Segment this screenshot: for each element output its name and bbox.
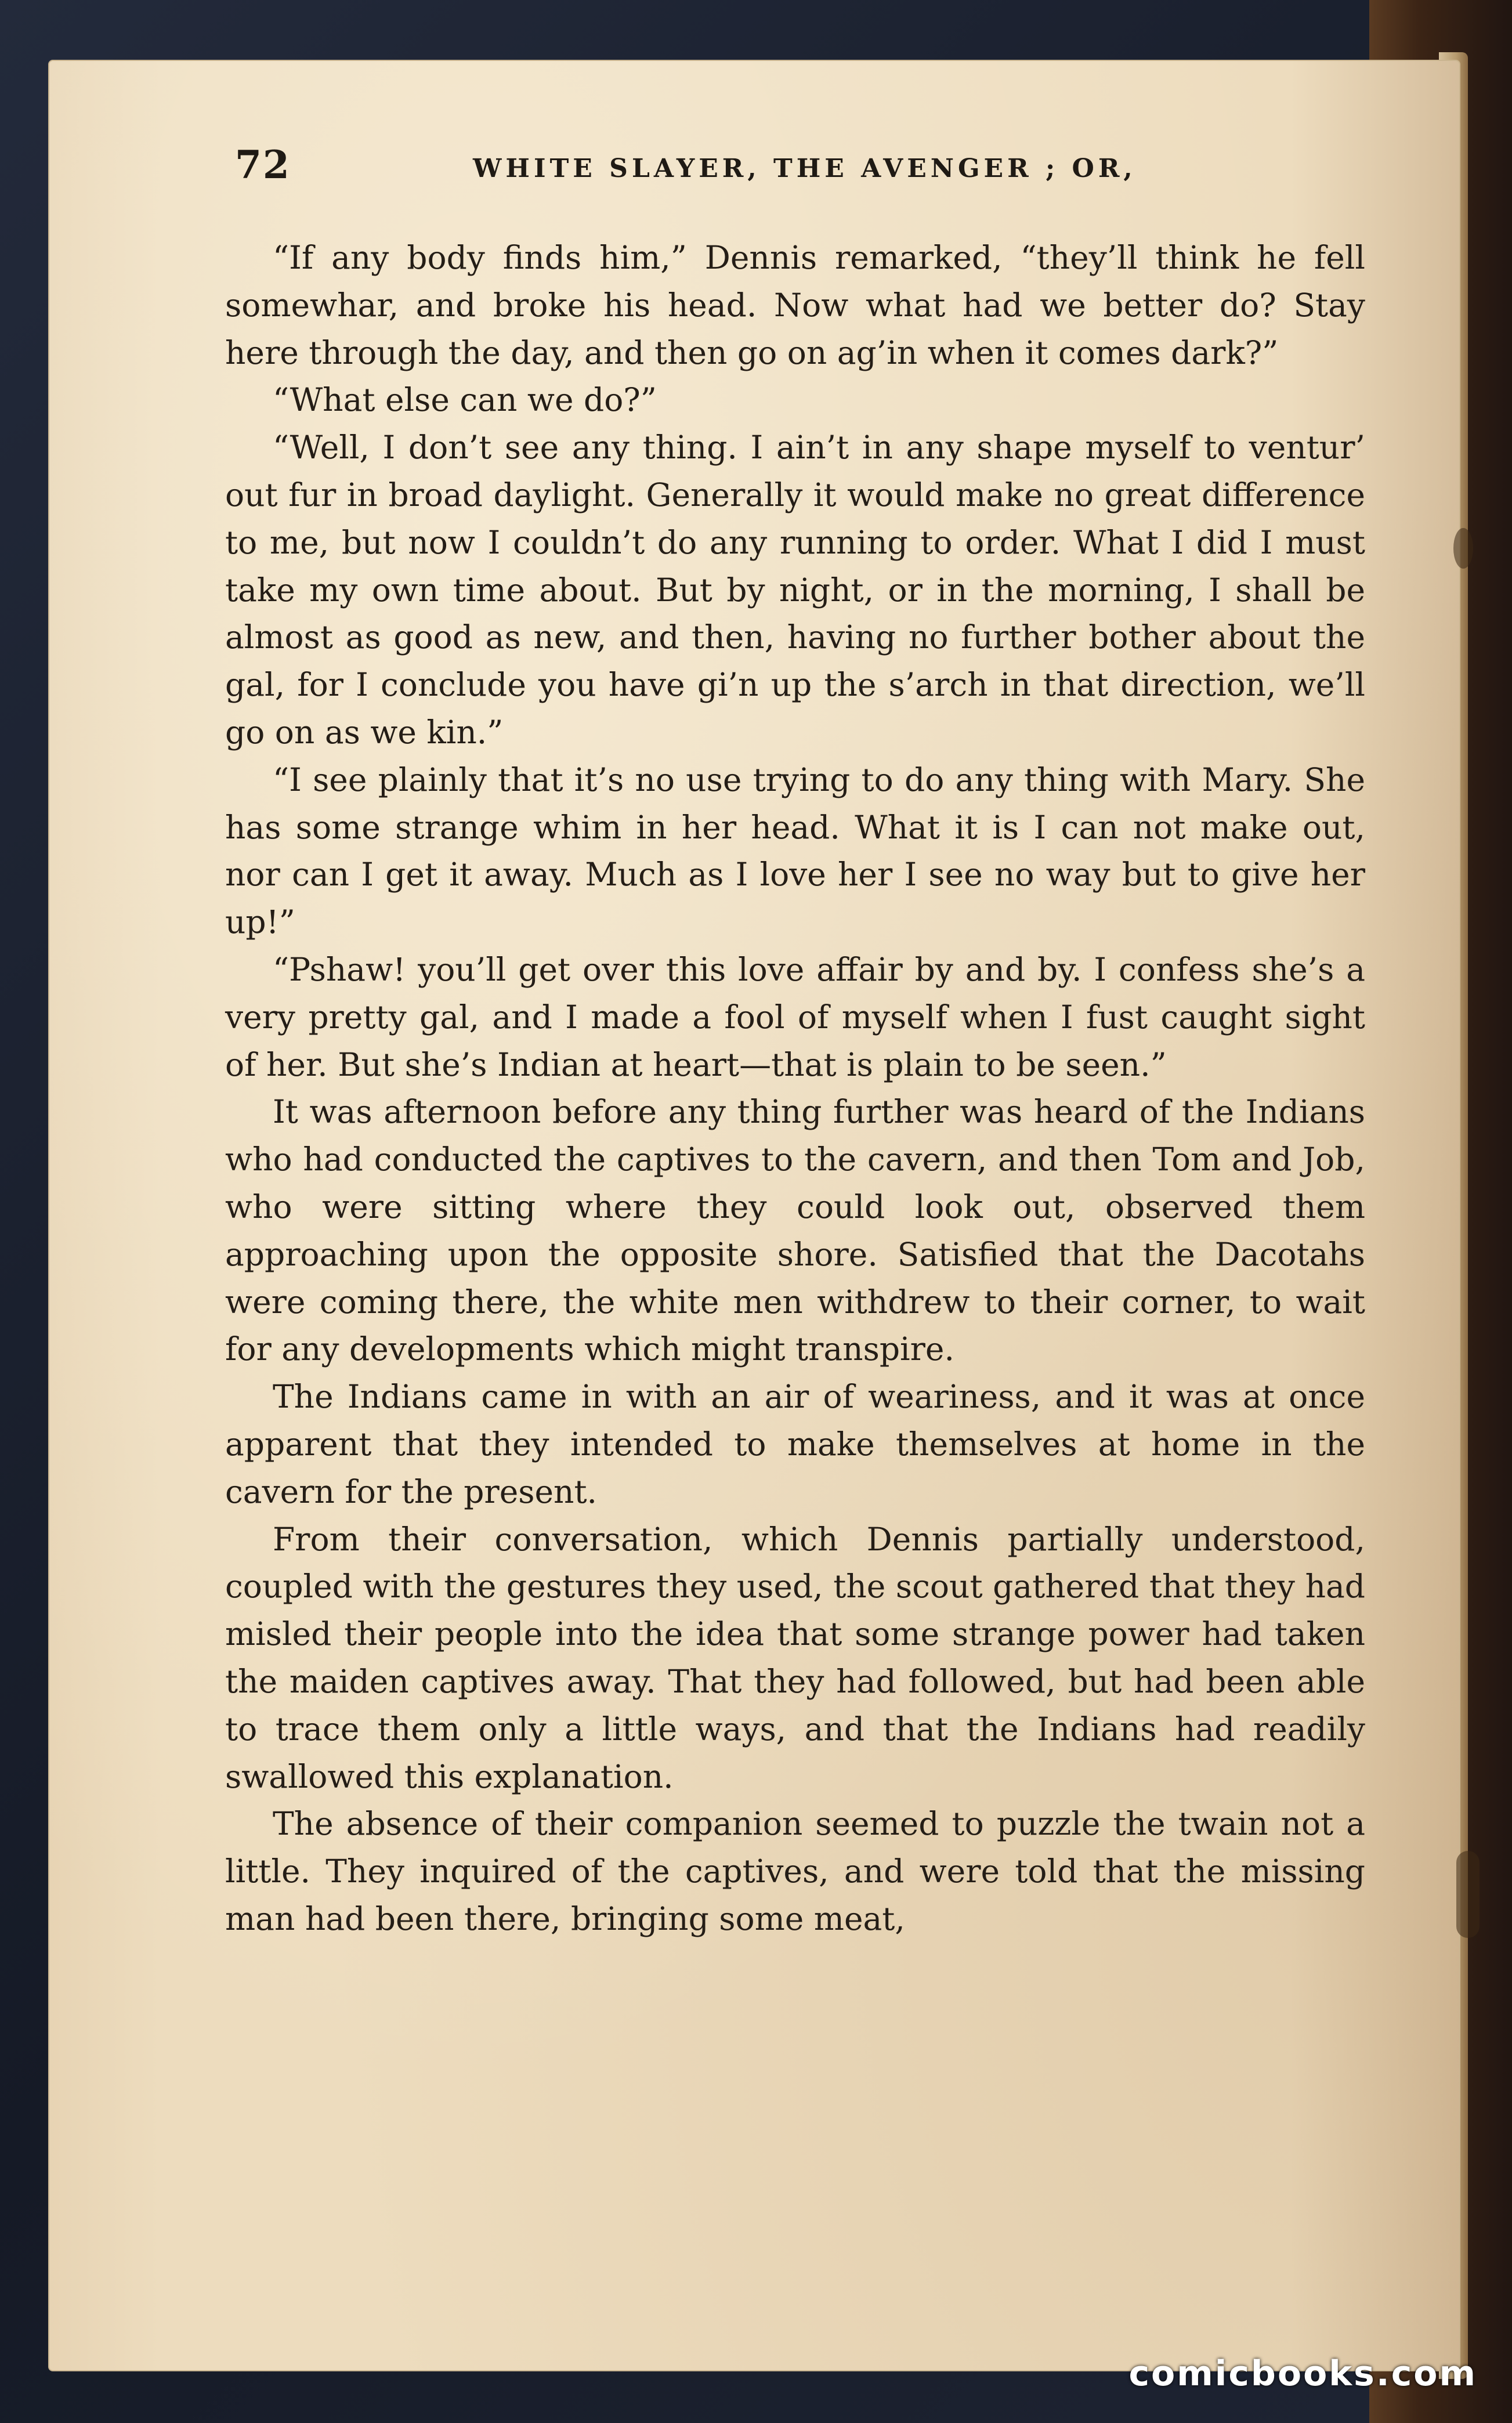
paragraph: “Pshaw! you’ll get over this love affair by and by. I confess she’s a very pretty gal, and I made a fool of myself when I fust caught sight of her. But she’s Indian at heart—that is plain to be seen.” <box>225 950 1365 1083</box>
paragraph: From their conversation, which Dennis partially understood, coupled with the gestures they used, the scout gathered that they had misled their people into the idea that some strange power had taken the maiden captives away. That they had followed, but had been able to trace them only a little ways, and that the Indians had readily swallowed this explanation. <box>225 1520 1365 1795</box>
body-text <box>225 234 1365 1943</box>
paragraph: “I see plainly that it’s no use trying to do any thing with Mary. She has some strange whim in her head. What it is I can not make out, nor can I get it away. Much as I love her I see no way but to give her up!” <box>225 761 1365 941</box>
paragraph: The Indians came in with an air of weariness, and it was at once apparent that they intended to make themselves at home in the cavern for the present. <box>225 1378 1365 1510</box>
binding-hole <box>1456 1851 1480 1938</box>
paragraph: It was afternoon before any thing further was heard of the Indians who had conducted the captives to the cavern, and then Tom and Job, who were sitting where they could look out, observed them approaching upon the opposite shore. Satisfied that the Dacotahs were coming there, the white men withdrew to their corner, to wait for any developments which might transpire. <box>225 1093 1365 1368</box>
paragraph: “If any body finds him,” Dennis remarked, “they’ll think he fell somewhar, and broke his head. Now what had we better do? Stay here through the day, and then go on ag’in when it comes dark?” <box>225 239 1365 371</box>
page-header <box>235 142 1337 200</box>
binding-hole <box>1453 528 1473 569</box>
paragraph: The absence of their companion seemed to puzzle the twain not a little. They inquired of the captives, and were told that the missing man had been there, bringing some meat, <box>225 1805 1365 1937</box>
site-watermark: comicbooks.com <box>1128 2353 1477 2394</box>
paragraph: “Well, I don’t see any thing. I ain’t in any shape myself to ventur’ out fur in broad daylight. Generally it would make no great difference to me, but now I couldn’t do any running to order. What I did I must take my own time about. But by night, or in the morning, I shall be almost as good as new, and then, having no further bother about the gal, for I conclude you have gi’n up the s’arch in that direction, we’ll go on as we kin.” <box>225 429 1365 751</box>
running-head: WHITE SLAYER, THE AVENGER ; OR, <box>473 154 1137 183</box>
paragraph: “What else can we do?” <box>273 381 657 419</box>
page-number: 72 <box>235 142 291 187</box>
